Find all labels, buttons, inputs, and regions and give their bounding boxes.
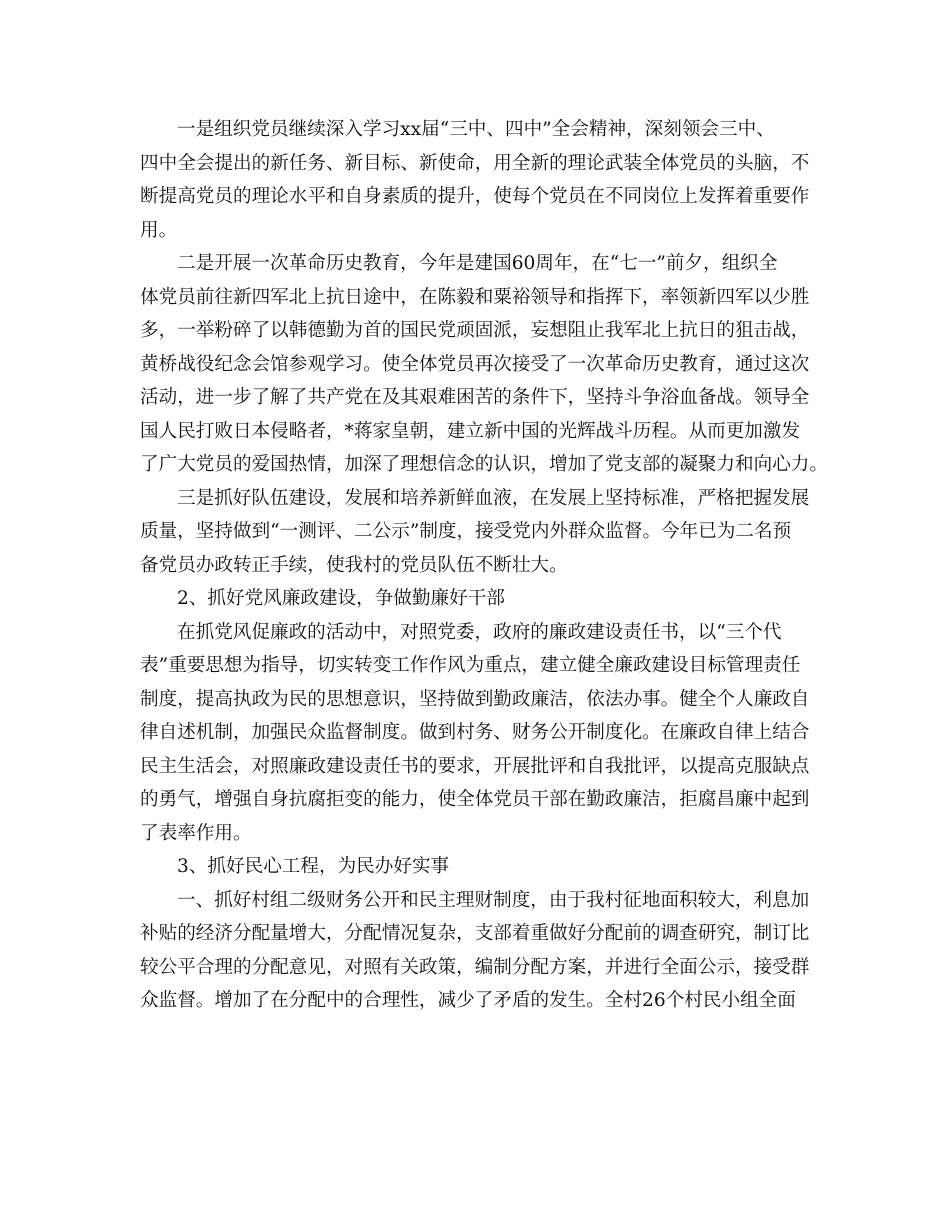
text-line: 表”重要思想为指导，切实转变工作作风为重点，建立健全廉政建设目标管理责任 bbox=[140, 655, 801, 676]
text-line: 国人民打败日本侵略者，*蒋家皇朝，建立新中国的光辉战斗历程。从而更加激发 bbox=[140, 420, 801, 442]
text-line: 三是抓好队伍建设，发展和培养新鲜血液，在发展上坚持标准，严格把握发展 bbox=[177, 487, 810, 509]
text-line: 补贴的经济分配量增大，分配情况复杂，支部着重做好分配前的调查研究，制订比 bbox=[140, 923, 810, 944]
text-line: 活动，进一步了解了共产党在及其艰难困苦的条件下，坚持斗争浴血备战。领导全 bbox=[140, 387, 810, 408]
text-line: 二是开展一次革命历史教育，今年是建国60周年，在“七一”前夕，组织全 bbox=[177, 253, 778, 274]
text-line: 民主生活会，对照廉政建设责任书的要求，开展批评和自我批评，以提高克服缺点 bbox=[140, 755, 810, 777]
text-line: 一、抓好村组二级财务公开和民主理财制度，由于我村征地面积较大，利息加 bbox=[177, 889, 810, 911]
text-line: 在抓党风促廉政的活动中，对照党委，政府的廉政建设责任书，以“三个代 bbox=[177, 621, 782, 643]
text-line: 众监督。增加了在分配中的合理性，减少了矛盾的发生。全村26个村民小组全面 bbox=[140, 990, 796, 1011]
document-body bbox=[140, 113, 840, 1018]
text-line: 质量，坚持做到“一测评、二公示”制度，接受党内外群众监督。今年已为二名预 bbox=[140, 521, 792, 542]
text-line: 断提高党员的理论水平和自身素质的提升，使每个党员在不同岗位上发挥着重要作 bbox=[140, 186, 810, 207]
text-line: 律自述机制，加强民众监督制度。做到村务、财务公开制度化。在廉政自律上结合 bbox=[140, 722, 810, 743]
text-line: 的勇气，增强自身抗腐拒变的能力，使全体党员干部在勤政廉洁，拒腐昌廉中起到 bbox=[140, 789, 810, 810]
section-heading: 3、抓好民心工程，为民办好实事 bbox=[177, 856, 450, 877]
text-line: 了表率作用。 bbox=[140, 822, 252, 844]
text-line: 四中全会提出的新任务、新目标、新使命，用全新的理论武装全体党员的头脑，不 bbox=[140, 152, 810, 174]
text-line: 黄桥战役纪念会馆参观学习。使全体党员再次接受了一次革命历史教育，通过这次 bbox=[140, 353, 810, 375]
text-line: 制度，提高执政为民的思想意识，坚持做到勤政廉洁，依法办事。健全个人廉政自 bbox=[140, 688, 810, 710]
text-line: 一是组织党员继续深入学习xx届“三中、四中”全会精神，深刻领会三中、 bbox=[177, 119, 775, 140]
text-line: 多，一举粉碎了以韩德勤为首的国民党顽固派，妄想阻止我军北上抗日的狙击战， bbox=[140, 320, 810, 341]
text-line: 较公平合理的分配意见，对照有关政策，编制分配方案，并进行全面公示，接受群 bbox=[140, 956, 810, 978]
text-line: 了广大党员的爱国热情，加深了理想信念的认识，增加了党支部的凝聚力和向心力。 bbox=[140, 454, 828, 475]
text-line: 体党员前往新四军北上抗日途中，在陈毅和粟裕领导和指挥下，率领新四军以少胜 bbox=[140, 286, 810, 308]
text-line: 备党员办政转正手续，使我村的党员队伍不断壮大。 bbox=[140, 554, 568, 576]
section-heading: 2、抓好党风廉政建设，争做勤廉好干部 bbox=[177, 588, 505, 609]
text-line: 用。 bbox=[140, 219, 178, 241]
